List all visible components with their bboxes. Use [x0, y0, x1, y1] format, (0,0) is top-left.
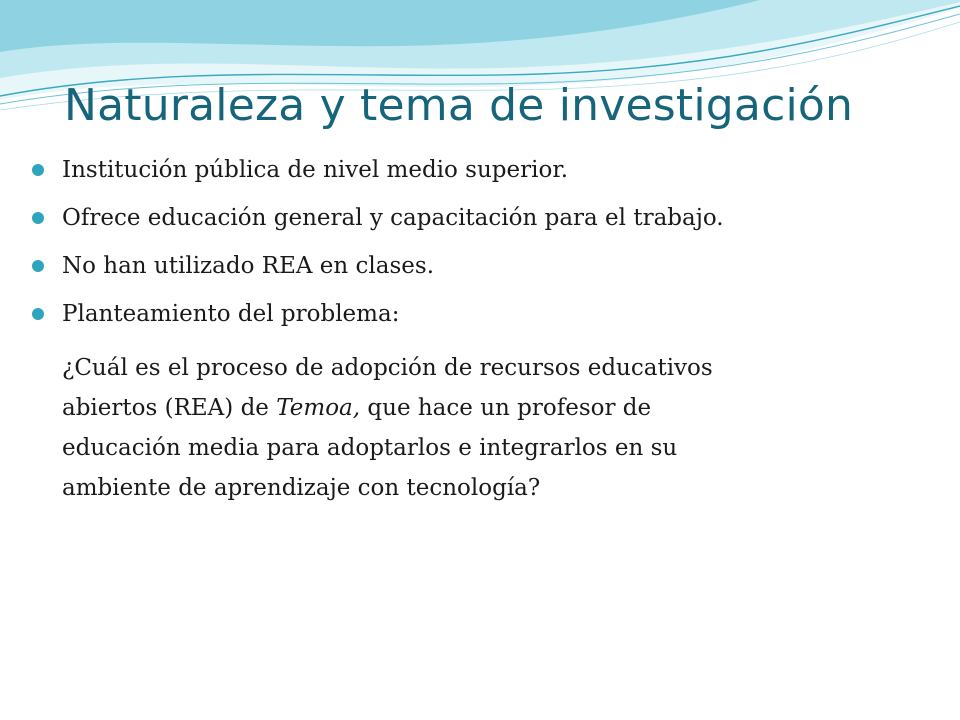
research-question	[62, 348, 922, 508]
bullet-text: Planteamiento del problema:	[62, 301, 400, 327]
bullet-list	[30, 146, 930, 338]
bullet-item	[30, 194, 930, 242]
bullet-item	[30, 290, 930, 338]
bullet-dot-icon	[32, 308, 44, 320]
question-line-3: educación media para adoptarlos e integrarlos en su	[62, 435, 678, 461]
temoa-italic: Temoa,	[276, 395, 361, 421]
bullet-item	[30, 242, 930, 290]
question-line-2	[62, 388, 922, 428]
bullet-item	[30, 146, 930, 194]
bullet-dot-icon	[32, 212, 44, 224]
question-line-2-end: que hace un profesor de	[360, 395, 652, 421]
question-line-1: ¿Cuál es el proceso de adopción de recursos educativos	[62, 355, 713, 381]
bullet-text: No han utilizado REA en clases.	[62, 253, 435, 279]
bullet-text: Institución pública de nivel medio superior.	[62, 157, 569, 183]
question-line-4: ambiente de aprendizaje con tecnología?	[62, 475, 541, 501]
question-line-2-start: abiertos (REA) de	[62, 395, 277, 421]
bullet-dot-icon	[32, 164, 44, 176]
slide-title: Naturaleza y tema de investigación	[64, 80, 854, 131]
bullet-text: Ofrece educación general y capacitación para el trabajo.	[62, 205, 724, 231]
bullet-dot-icon	[32, 260, 44, 272]
